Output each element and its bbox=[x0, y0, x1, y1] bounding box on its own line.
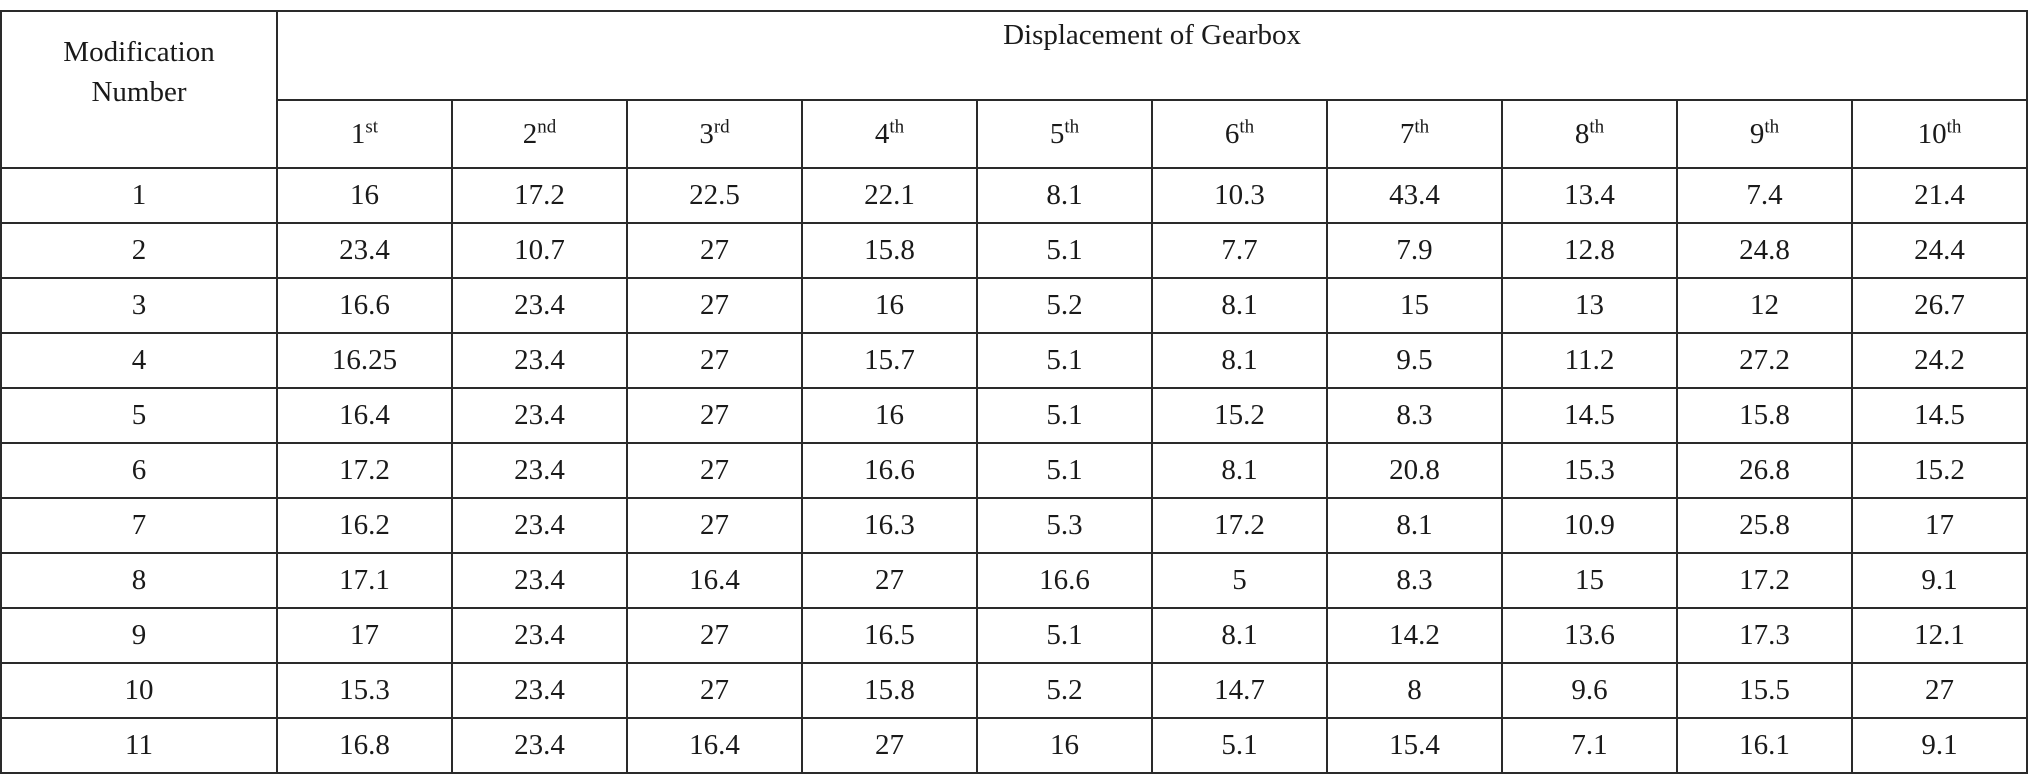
displacement-cell: 8.1 bbox=[1152, 608, 1327, 663]
displacement-cell: 14.2 bbox=[1327, 608, 1502, 663]
displacement-cell: 15 bbox=[1502, 553, 1677, 608]
displacement-cell: 8.1 bbox=[1327, 498, 1502, 553]
displacement-cell: 15.8 bbox=[1677, 388, 1852, 443]
displacement-cell: 16 bbox=[802, 388, 977, 443]
displacement-cell: 15.3 bbox=[277, 663, 452, 718]
displacement-cell: 16.4 bbox=[277, 388, 452, 443]
modification-number-header bbox=[1, 11, 277, 168]
displacement-cell: 16.6 bbox=[802, 443, 977, 498]
column-header-number: 5 bbox=[1049, 117, 1065, 150]
table-row bbox=[1, 663, 2027, 718]
displacement-cell: 24.8 bbox=[1677, 223, 1852, 278]
displacement-cell: 21.4 bbox=[1852, 168, 2027, 223]
column-header-6 bbox=[1152, 100, 1327, 168]
row-header-line2: Number bbox=[91, 76, 187, 108]
displacement-cell: 9.6 bbox=[1502, 663, 1677, 718]
column-header-suffix: th bbox=[1064, 115, 1080, 137]
displacement-cell: 16.5 bbox=[802, 608, 977, 663]
displacement-cell: 23.4 bbox=[452, 333, 627, 388]
displacement-cell: 16.4 bbox=[627, 718, 802, 773]
column-header-suffix: th bbox=[1239, 115, 1255, 137]
column-header-1 bbox=[277, 100, 452, 168]
displacement-cell: 17.2 bbox=[1152, 498, 1327, 553]
displacement-cell: 27 bbox=[627, 663, 802, 718]
displacement-cell: 23.4 bbox=[452, 608, 627, 663]
table-body bbox=[1, 168, 2027, 773]
displacement-cell: 9.5 bbox=[1327, 333, 1502, 388]
displacement-cell: 5.1 bbox=[977, 443, 1152, 498]
modification-number-cell: 11 bbox=[1, 718, 277, 773]
displacement-cell: 27 bbox=[802, 553, 977, 608]
displacement-cell: 9.1 bbox=[1852, 718, 2027, 773]
displacement-cell: 15.2 bbox=[1152, 388, 1327, 443]
displacement-cell: 8.1 bbox=[1152, 443, 1327, 498]
displacement-cell: 24.4 bbox=[1852, 223, 2027, 278]
displacement-cell: 16 bbox=[977, 718, 1152, 773]
table-row bbox=[1, 608, 2027, 663]
displacement-cell: 5.1 bbox=[1152, 718, 1327, 773]
column-header-5 bbox=[977, 100, 1152, 168]
displacement-cell: 15.8 bbox=[802, 223, 977, 278]
displacement-cell: 17.2 bbox=[452, 168, 627, 223]
column-header-7 bbox=[1327, 100, 1502, 168]
displacement-cell: 5.1 bbox=[977, 333, 1152, 388]
table-row bbox=[1, 718, 2027, 773]
header-row-group bbox=[1, 11, 2027, 100]
displacement-cell: 16.6 bbox=[977, 553, 1152, 608]
displacement-cell: 27 bbox=[627, 278, 802, 333]
displacement-cell: 23.4 bbox=[452, 663, 627, 718]
displacement-cell: 15.3 bbox=[1502, 443, 1677, 498]
displacement-cell: 16.6 bbox=[277, 278, 452, 333]
table-row bbox=[1, 553, 2027, 608]
displacement-cell: 14.5 bbox=[1852, 388, 2027, 443]
displacement-cell: 5.1 bbox=[977, 388, 1152, 443]
table-row bbox=[1, 168, 2027, 223]
displacement-cell: 5.2 bbox=[977, 278, 1152, 333]
displacement-cell: 27 bbox=[627, 498, 802, 553]
column-header-number: 3 bbox=[699, 117, 714, 150]
displacement-cell: 12.8 bbox=[1502, 223, 1677, 278]
column-header-suffix: rd bbox=[713, 115, 730, 137]
table-row bbox=[1, 223, 2027, 278]
displacement-cell: 27 bbox=[802, 718, 977, 773]
displacement-cell: 5.3 bbox=[977, 498, 1152, 553]
column-header-suffix: th bbox=[1414, 115, 1430, 137]
displacement-cell: 15.2 bbox=[1852, 443, 2027, 498]
displacement-group-header: Displacement of Gearbox bbox=[277, 11, 2027, 100]
displacement-cell: 8.1 bbox=[1152, 333, 1327, 388]
displacement-cell: 15.5 bbox=[1677, 663, 1852, 718]
displacement-cell: 5.1 bbox=[977, 223, 1152, 278]
displacement-cell: 23.4 bbox=[452, 718, 627, 773]
displacement-cell: 13.6 bbox=[1502, 608, 1677, 663]
displacement-cell: 23.4 bbox=[452, 388, 627, 443]
modification-number-cell: 5 bbox=[1, 388, 277, 443]
column-header-suffix: th bbox=[1589, 115, 1605, 137]
displacement-cell: 7.1 bbox=[1502, 718, 1677, 773]
modification-number-cell: 6 bbox=[1, 443, 277, 498]
modification-number-cell: 1 bbox=[1, 168, 277, 223]
displacement-cell: 7.7 bbox=[1152, 223, 1327, 278]
modification-number-cell: 8 bbox=[1, 553, 277, 608]
displacement-cell: 27 bbox=[627, 443, 802, 498]
displacement-cell: 22.1 bbox=[802, 168, 977, 223]
displacement-cell: 17.2 bbox=[277, 443, 452, 498]
displacement-cell: 27.2 bbox=[1677, 333, 1852, 388]
column-header-4 bbox=[802, 100, 977, 168]
displacement-cell: 11.2 bbox=[1502, 333, 1677, 388]
displacement-cell: 27 bbox=[627, 608, 802, 663]
modification-number-cell: 2 bbox=[1, 223, 277, 278]
table-row bbox=[1, 278, 2027, 333]
displacement-cell: 17.3 bbox=[1677, 608, 1852, 663]
displacement-cell: 15.7 bbox=[802, 333, 977, 388]
displacement-cell: 15.4 bbox=[1327, 718, 1502, 773]
displacement-cell: 15 bbox=[1327, 278, 1502, 333]
displacement-cell: 8.3 bbox=[1327, 553, 1502, 608]
displacement-cell: 8.1 bbox=[977, 168, 1152, 223]
displacement-cell: 27 bbox=[627, 333, 802, 388]
displacement-cell: 23.4 bbox=[277, 223, 452, 278]
table-row bbox=[1, 388, 2027, 443]
modification-number-cell: 4 bbox=[1, 333, 277, 388]
displacement-cell: 5 bbox=[1152, 553, 1327, 608]
displacement-cell: 16 bbox=[802, 278, 977, 333]
displacement-cell: 16.2 bbox=[277, 498, 452, 553]
displacement-cell: 16 bbox=[277, 168, 452, 223]
displacement-cell: 14.5 bbox=[1502, 388, 1677, 443]
column-header-number: 9 bbox=[1749, 117, 1765, 150]
displacement-cell: 10.7 bbox=[452, 223, 627, 278]
column-header-suffix: st bbox=[365, 115, 379, 137]
displacement-cell: 16.8 bbox=[277, 718, 452, 773]
displacement-cell: 13.4 bbox=[1502, 168, 1677, 223]
displacement-cell: 13 bbox=[1502, 278, 1677, 333]
displacement-cell: 27 bbox=[1852, 663, 2027, 718]
displacement-cell: 23.4 bbox=[452, 443, 627, 498]
column-header-9 bbox=[1677, 100, 1852, 168]
displacement-cell: 16.3 bbox=[802, 498, 977, 553]
displacement-cell: 26.7 bbox=[1852, 278, 2027, 333]
column-header-3 bbox=[627, 100, 802, 168]
displacement-cell: 5.1 bbox=[977, 608, 1152, 663]
column-header-number: 6 bbox=[1224, 117, 1240, 150]
column-header-number: 10 bbox=[1917, 117, 1947, 150]
column-header-suffix: th bbox=[889, 115, 905, 137]
column-header-number: 8 bbox=[1574, 117, 1590, 150]
displacement-cell: 16.4 bbox=[627, 553, 802, 608]
column-header-suffix: th bbox=[1764, 115, 1780, 137]
table-row bbox=[1, 498, 2027, 553]
displacement-cell: 20.8 bbox=[1327, 443, 1502, 498]
column-header-number: 7 bbox=[1399, 117, 1415, 150]
column-header-10 bbox=[1852, 100, 2027, 168]
displacement-cell: 8.3 bbox=[1327, 388, 1502, 443]
displacement-cell: 23.4 bbox=[452, 278, 627, 333]
displacement-cell: 17.2 bbox=[1677, 553, 1852, 608]
displacement-cell: 43.4 bbox=[1327, 168, 1502, 223]
displacement-cell: 10.3 bbox=[1152, 168, 1327, 223]
table-row bbox=[1, 333, 2027, 388]
displacement-cell: 27 bbox=[627, 388, 802, 443]
displacement-cell: 5.2 bbox=[977, 663, 1152, 718]
displacement-cell: 17 bbox=[1852, 498, 2027, 553]
displacement-cell: 23.4 bbox=[452, 553, 627, 608]
displacement-cell: 10.9 bbox=[1502, 498, 1677, 553]
column-header-number: 4 bbox=[874, 117, 890, 150]
table-row bbox=[1, 443, 2027, 498]
displacement-cell: 22.5 bbox=[627, 168, 802, 223]
displacement-cell: 9.1 bbox=[1852, 553, 2027, 608]
displacement-cell: 25.8 bbox=[1677, 498, 1852, 553]
modification-number-cell: 9 bbox=[1, 608, 277, 663]
column-header-suffix: th bbox=[1946, 115, 1962, 137]
displacement-cell: 7.4 bbox=[1677, 168, 1852, 223]
column-header-number: 2 bbox=[522, 117, 538, 150]
displacement-cell: 14.7 bbox=[1152, 663, 1327, 718]
displacement-table bbox=[0, 10, 2028, 774]
displacement-cell: 12.1 bbox=[1852, 608, 2027, 663]
displacement-cell: 8.1 bbox=[1152, 278, 1327, 333]
row-header-line1: Modification bbox=[63, 36, 215, 68]
displacement-cell: 8 bbox=[1327, 663, 1502, 718]
displacement-cell: 7.9 bbox=[1327, 223, 1502, 278]
column-header-8 bbox=[1502, 100, 1677, 168]
header-row-columns bbox=[1, 100, 2027, 168]
displacement-cell: 27 bbox=[627, 223, 802, 278]
displacement-cell: 26.8 bbox=[1677, 443, 1852, 498]
displacement-cell: 15.8 bbox=[802, 663, 977, 718]
displacement-cell: 24.2 bbox=[1852, 333, 2027, 388]
displacement-cell: 16.1 bbox=[1677, 718, 1852, 773]
displacement-cell: 12 bbox=[1677, 278, 1852, 333]
displacement-cell: 16.25 bbox=[277, 333, 452, 388]
displacement-cell: 17 bbox=[277, 608, 452, 663]
modification-number-cell: 3 bbox=[1, 278, 277, 333]
column-header-number: 1 bbox=[350, 117, 366, 150]
column-header-suffix: nd bbox=[537, 115, 557, 137]
displacement-cell: 23.4 bbox=[452, 498, 627, 553]
column-header-2 bbox=[452, 100, 627, 168]
modification-number-cell: 7 bbox=[1, 498, 277, 553]
modification-number-cell: 10 bbox=[1, 663, 277, 718]
displacement-cell: 17.1 bbox=[277, 553, 452, 608]
